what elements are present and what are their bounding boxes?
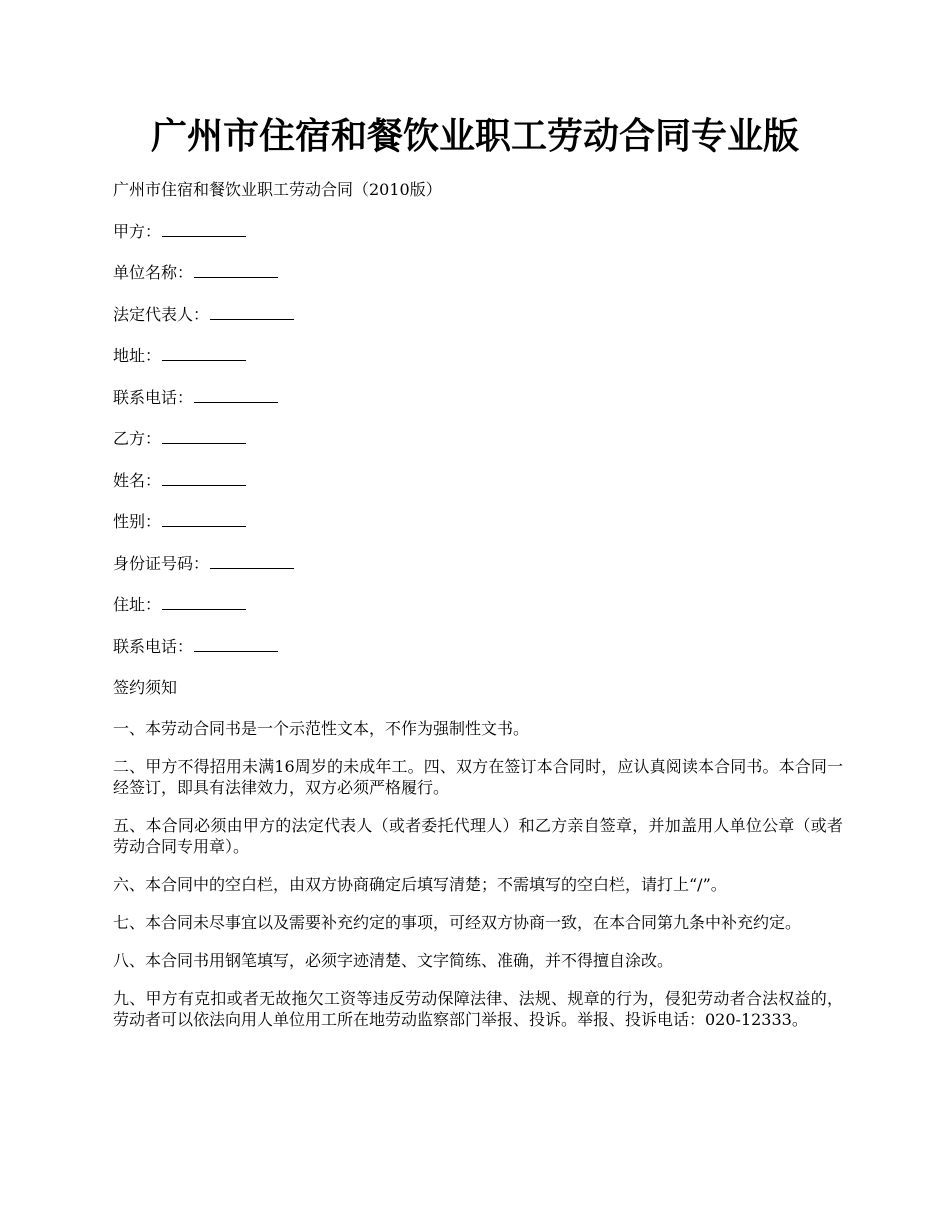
field-gender [113, 510, 843, 534]
notice-heading: 签约须知 [113, 678, 178, 697]
blank-line [162, 595, 246, 610]
document-body [113, 178, 843, 1047]
field-label: 地址： [113, 346, 162, 365]
notice-paragraph: 八、本合同书用钢笔填写，必须字迹清楚、文字简练、准确，并不得擅自涂改。 [113, 950, 674, 970]
notice-paragraph: 六、本合同中的空白栏，由双方协商确定后填写清楚；不需填写的空白栏，请打上“/”。 [113, 874, 727, 894]
field-phone-a [113, 386, 843, 410]
field-party-b [113, 427, 843, 451]
field-label: 住址： [113, 595, 162, 614]
field-label: 身份证号码： [113, 553, 210, 573]
field-label: 乙方： [113, 429, 162, 448]
blank-line [162, 346, 246, 361]
field-label: 联系电话： [113, 387, 194, 407]
notice-paragraph: 二、甲方不得招用未满16周岁的未成年工。四、双方在签订本合同时，应认真阅读本合同书。本合同一经签订，即具有法律效力，双方必须严格履行。 [113, 756, 843, 797]
document-subtitle: 广州市住宿和餐饮业职工劳动合同（2010版） [113, 180, 442, 199]
field-label: 联系电话： [113, 636, 194, 656]
field-company-name [113, 261, 843, 285]
blank-line [194, 388, 278, 403]
notice-paragraph: 七、本合同未尽事宜以及需要补充约定的事项，可经双方协商一致，在本合同第九条中补充约定。 [113, 912, 802, 932]
blank-line [194, 637, 278, 652]
field-label: 姓名： [113, 470, 162, 490]
blank-line [162, 429, 246, 444]
field-address-a [113, 344, 843, 368]
blank-line [210, 305, 294, 320]
blank-line [162, 222, 246, 237]
field-name [113, 469, 843, 493]
blank-line [162, 512, 246, 527]
blank-line [162, 471, 246, 486]
document-title: 广州市住宿和餐饮业职工劳动合同专业版 [150, 115, 799, 157]
notice-paragraph: 一、本劳动合同书是一个示范性文本，不作为强制性文书。 [113, 718, 530, 738]
blank-line [210, 554, 294, 569]
field-id-number [113, 552, 843, 576]
field-label: 法定代表人： [113, 304, 210, 324]
blank-line [194, 263, 278, 278]
field-label: 单位名称： [113, 263, 194, 282]
field-legal-representative [113, 303, 843, 327]
notice-paragraph: 九、甲方有克扣或者无故拖欠工资等违反劳动保障法律、法规、规章的行为，侵犯劳动者合法权益的，劳动者可以依法向用人单位用工所在地劳动监察部门举报、投诉。举报、投诉电话：020-12333。 [113, 988, 843, 1029]
field-label: 甲方： [113, 221, 162, 241]
field-phone-b [113, 635, 843, 659]
notice-paragraph: 五、本合同必须由甲方的法定代表人（或者委托代理人）和乙方亲自签章，并加盖用人单位公章（或者劳动合同专用章）。 [113, 815, 843, 856]
field-party-a [113, 220, 843, 244]
field-label: 性别： [113, 512, 162, 531]
field-address-b [113, 593, 843, 617]
